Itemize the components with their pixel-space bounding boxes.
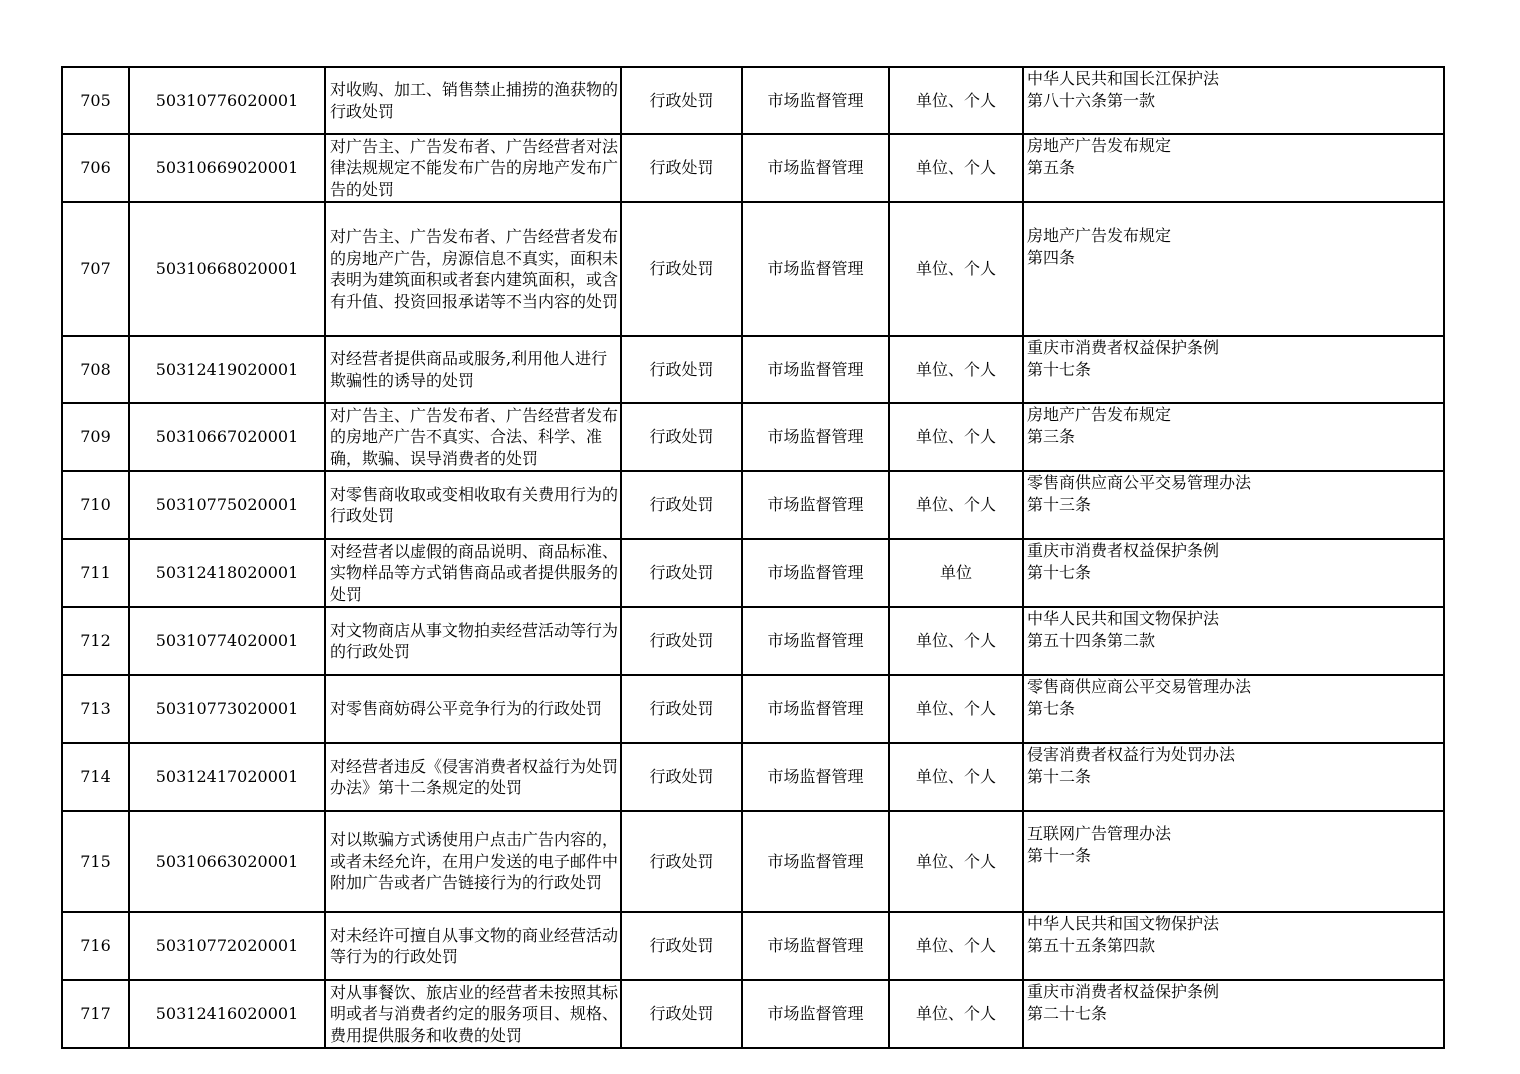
legal-basis-cell [1023, 471, 1444, 539]
legal-basis-cell [1023, 675, 1444, 743]
item-code-cell: 50310668020001 [129, 202, 325, 336]
legal-basis-cell [1023, 134, 1444, 202]
department-cell: 市场监督管理 [742, 471, 889, 539]
legal-basis-article: 第十二条 [1027, 766, 1092, 786]
target-party-cell: 单位、个人 [889, 912, 1023, 980]
table-row [62, 336, 1444, 403]
item-name-cell: 对零售商收取或变相收取有关费用行为的行政处罚 [325, 471, 621, 539]
item-type-cell: 行政处罚 [621, 743, 742, 811]
table-body [62, 67, 1444, 1048]
item-name-cell: 对文物商店从事文物拍卖经营活动等行为的行政处罚 [325, 607, 621, 675]
item-code-cell: 50312417020001 [129, 743, 325, 811]
item-type-cell: 行政处罚 [621, 539, 742, 607]
legal-basis-law: 互联网广告管理办法 [1027, 824, 1172, 843]
target-party-cell: 单位、个人 [889, 675, 1023, 743]
legal-basis-article: 第五十五条第四款 [1027, 935, 1156, 955]
item-type-cell: 行政处罚 [621, 471, 742, 539]
legal-basis-article: 第五十四条第二款 [1027, 630, 1156, 650]
item-type-cell: 行政处罚 [621, 980, 742, 1048]
table-row [62, 980, 1444, 1048]
table-row [62, 403, 1444, 471]
table-row [62, 202, 1444, 336]
item-code-cell: 50310772020001 [129, 912, 325, 980]
department-cell: 市场监督管理 [742, 336, 889, 403]
legal-basis-article: 第八十六条第一款 [1027, 90, 1156, 110]
table-row [62, 471, 1444, 539]
table-row [62, 811, 1444, 912]
item-name-cell: 对经营者提供商品或服务,利用他人进行欺骗性的诱导的处罚 [325, 336, 621, 403]
item-type-cell: 行政处罚 [621, 67, 742, 134]
legal-basis-cell [1023, 980, 1444, 1048]
department-cell: 市场监督管理 [742, 980, 889, 1048]
legal-basis-cell [1023, 539, 1444, 607]
legal-basis-article: 第十一条 [1027, 845, 1092, 865]
legal-basis-article: 第七条 [1027, 698, 1076, 718]
table-row [62, 134, 1444, 202]
item-code-cell: 50310775020001 [129, 471, 325, 539]
legal-basis-article: 第二十七条 [1027, 1003, 1108, 1023]
legal-basis-law: 重庆市消费者权益保护条例 [1027, 338, 1220, 357]
item-code-cell: 50310669020001 [129, 134, 325, 202]
legal-basis-article: 第十七条 [1027, 562, 1092, 582]
legal-basis-law: 侵害消费者权益行为处罚办法 [1027, 745, 1236, 764]
item-code-cell: 50312416020001 [129, 980, 325, 1048]
item-name-cell: 对经营者违反《侵害消费者权益行为处罚办法》第十二条规定的处罚 [325, 743, 621, 811]
legal-basis-law: 房地产广告发布规定 [1027, 226, 1172, 245]
legal-basis-article: 第四条 [1027, 247, 1076, 267]
row-number-cell: 705 [62, 67, 129, 134]
legal-basis-cell [1023, 743, 1444, 811]
item-code-cell: 50312419020001 [129, 336, 325, 403]
department-cell: 市场监督管理 [742, 811, 889, 912]
table-row [62, 607, 1444, 675]
item-name-cell: 对广告主、广告发布者、广告经营者发布的房地产广告不真实、合法、科学、准确，欺骗、误导消费者的处罚 [325, 403, 621, 471]
item-name-cell: 对广告主、广告发布者、广告经营者发布的房地产广告，房源信息不真实，面积未表明为建筑面积或者套内建筑面积，或含有升值、投资回报承诺等不当内容的处罚 [325, 202, 621, 336]
row-number-cell: 713 [62, 675, 129, 743]
item-code-cell: 50310667020001 [129, 403, 325, 471]
table-row [62, 912, 1444, 980]
legal-basis-law: 重庆市消费者权益保护条例 [1027, 982, 1220, 1001]
table-row [62, 67, 1444, 134]
item-type-cell: 行政处罚 [621, 336, 742, 403]
legal-basis-law: 重庆市消费者权益保护条例 [1027, 541, 1220, 560]
row-number-cell: 712 [62, 607, 129, 675]
document-page [61, 66, 1443, 1049]
department-cell: 市场监督管理 [742, 743, 889, 811]
legal-basis-law: 零售商供应商公平交易管理办法 [1027, 473, 1252, 492]
legal-basis-article: 第十三条 [1027, 494, 1092, 514]
table-row [62, 675, 1444, 743]
target-party-cell: 单位、个人 [889, 811, 1023, 912]
department-cell: 市场监督管理 [742, 134, 889, 202]
department-cell: 市场监督管理 [742, 403, 889, 471]
department-cell: 市场监督管理 [742, 202, 889, 336]
item-name-cell: 对未经许可擅自从事文物的商业经营活动等行为的行政处罚 [325, 912, 621, 980]
legal-basis-cell [1023, 336, 1444, 403]
legal-basis-cell [1023, 607, 1444, 675]
legal-basis-cell [1023, 811, 1444, 912]
item-name-cell: 对零售商妨碍公平竞争行为的行政处罚 [325, 675, 621, 743]
item-type-cell: 行政处罚 [621, 202, 742, 336]
legal-basis-cell [1023, 403, 1444, 471]
target-party-cell: 单位、个人 [889, 67, 1023, 134]
department-cell: 市场监督管理 [742, 675, 889, 743]
item-name-cell: 对收购、加工、销售禁止捕捞的渔获物的行政处罚 [325, 67, 621, 134]
row-number-cell: 709 [62, 403, 129, 471]
row-number-cell: 707 [62, 202, 129, 336]
legal-basis-article: 第三条 [1027, 426, 1076, 446]
table-row [62, 743, 1444, 811]
legal-basis-law: 中华人民共和国长江保护法 [1027, 69, 1220, 88]
item-name-cell: 对经营者以虚假的商品说明、商品标准、实物样品等方式销售商品或者提供服务的处罚 [325, 539, 621, 607]
department-cell: 市场监督管理 [742, 67, 889, 134]
target-party-cell: 单位、个人 [889, 607, 1023, 675]
item-type-cell: 行政处罚 [621, 134, 742, 202]
legal-basis-cell [1023, 202, 1444, 336]
target-party-cell: 单位、个人 [889, 403, 1023, 471]
item-name-cell: 对以欺骗方式诱使用户点击广告内容的，或者未经允许，在用户发送的电子邮件中附加广告或者广告链接行为的行政处罚 [325, 811, 621, 912]
target-party-cell: 单位、个人 [889, 980, 1023, 1048]
target-party-cell: 单位 [889, 539, 1023, 607]
legal-basis-cell [1023, 912, 1444, 980]
item-name-cell: 对从事餐饮、旅店业的经营者未按照其标明或者与消费者约定的服务项目、规格、费用提供服务和收费的处罚 [325, 980, 621, 1048]
legal-basis-law: 中华人民共和国文物保护法 [1027, 914, 1220, 933]
legal-basis-article: 第五条 [1027, 157, 1076, 177]
row-number-cell: 706 [62, 134, 129, 202]
item-code-cell: 50310663020001 [129, 811, 325, 912]
item-type-cell: 行政处罚 [621, 675, 742, 743]
table-row [62, 539, 1444, 607]
item-type-cell: 行政处罚 [621, 607, 742, 675]
item-type-cell: 行政处罚 [621, 403, 742, 471]
target-party-cell: 单位、个人 [889, 202, 1023, 336]
legal-basis-law: 零售商供应商公平交易管理办法 [1027, 677, 1252, 696]
legal-basis-cell [1023, 67, 1444, 134]
row-number-cell: 711 [62, 539, 129, 607]
department-cell: 市场监督管理 [742, 912, 889, 980]
row-number-cell: 714 [62, 743, 129, 811]
row-number-cell: 715 [62, 811, 129, 912]
item-type-cell: 行政处罚 [621, 912, 742, 980]
penalty-table [61, 66, 1445, 1049]
row-number-cell: 710 [62, 471, 129, 539]
item-type-cell: 行政处罚 [621, 811, 742, 912]
item-code-cell: 50312418020001 [129, 539, 325, 607]
row-number-cell: 708 [62, 336, 129, 403]
row-number-cell: 717 [62, 980, 129, 1048]
department-cell: 市场监督管理 [742, 607, 889, 675]
item-name-cell: 对广告主、广告发布者、广告经营者对法律法规规定不能发布广告的房地产发布广告的处罚 [325, 134, 621, 202]
legal-basis-article: 第十七条 [1027, 359, 1092, 379]
row-number-cell: 716 [62, 912, 129, 980]
legal-basis-law: 房地产广告发布规定 [1027, 136, 1172, 155]
department-cell: 市场监督管理 [742, 539, 889, 607]
item-code-cell: 50310774020001 [129, 607, 325, 675]
item-code-cell: 50310773020001 [129, 675, 325, 743]
item-code-cell: 50310776020001 [129, 67, 325, 134]
legal-basis-law: 房地产广告发布规定 [1027, 405, 1172, 424]
target-party-cell: 单位、个人 [889, 743, 1023, 811]
target-party-cell: 单位、个人 [889, 471, 1023, 539]
legal-basis-law: 中华人民共和国文物保护法 [1027, 609, 1220, 628]
target-party-cell: 单位、个人 [889, 336, 1023, 403]
target-party-cell: 单位、个人 [889, 134, 1023, 202]
